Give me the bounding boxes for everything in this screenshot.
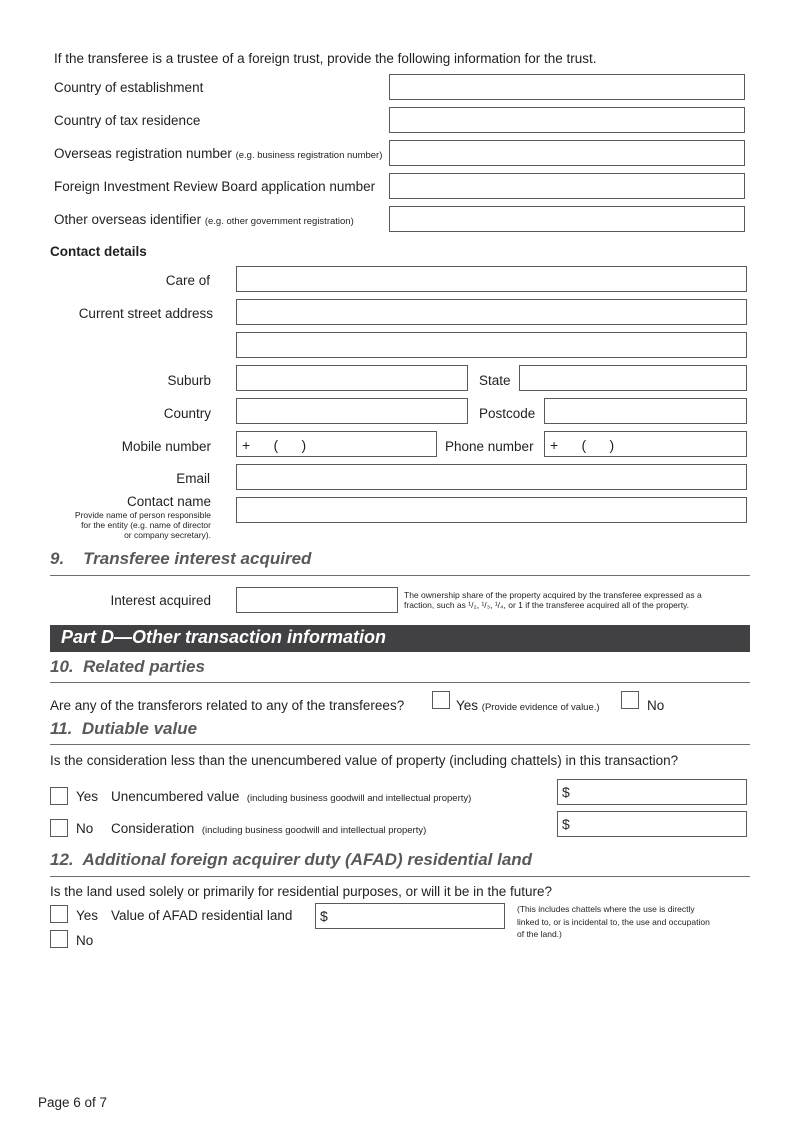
afad-value-field[interactable] xyxy=(315,903,505,929)
suburb-field[interactable] xyxy=(236,365,468,391)
section-10-rule xyxy=(50,682,750,683)
afad-no-label: No xyxy=(76,933,94,948)
intro-text: If the transferee is a trustee of a foreign trust, provide the following information for the trust. xyxy=(54,51,597,66)
dutiable-yes-checkbox[interactable] xyxy=(50,787,68,805)
consideration-field[interactable] xyxy=(557,811,747,837)
consideration-currency: $ xyxy=(562,816,570,832)
overseas-registration-note: (e.g. business registration number) xyxy=(235,150,383,161)
afad-value-label: Value of AFAD residential land xyxy=(111,908,293,923)
phone-number-label: Phone number xyxy=(445,439,534,454)
section-12-rule xyxy=(50,876,750,877)
section-9-heading: 9. Transferee interest acquired xyxy=(50,549,312,568)
afad-yes-checkbox[interactable] xyxy=(50,905,68,923)
unencumbered-currency: $ xyxy=(562,784,570,800)
email-label: Email xyxy=(176,471,210,486)
part-d-title: Part D—Other transaction information xyxy=(61,627,387,647)
country-of-establishment-label: Country of establishment xyxy=(54,80,204,95)
other-overseas-identifier-note: (e.g. other government registration) xyxy=(204,216,354,227)
dutiable-yes-label: Yes xyxy=(76,789,99,804)
phone-number-field[interactable] xyxy=(544,431,747,457)
page-number: Page 6 of 7 xyxy=(38,1095,108,1110)
other-overseas-identifier-field[interactable] xyxy=(389,206,745,232)
firb-application-label: Foreign Investment Review Board application number xyxy=(54,179,376,194)
state-field[interactable] xyxy=(519,365,747,391)
afad-no-checkbox[interactable] xyxy=(50,930,68,948)
afad-currency: $ xyxy=(320,908,328,924)
country-label: Country xyxy=(163,406,211,421)
postcode-field[interactable] xyxy=(544,398,747,424)
interest-acquired-note: The ownership share of the property acquired by the transferee expressed as a fraction, such as ¹/₂, ¹/₃, ¹/₄, or 1 if the transferee acquired all of the property. xyxy=(404,590,702,610)
street-address-field-line2[interactable] xyxy=(236,332,747,358)
residential-land-question: Is the land used solely or primarily for residential purposes, or will it be in the future? xyxy=(50,884,552,899)
part-d-banner xyxy=(50,625,750,652)
contact-name-field[interactable] xyxy=(236,497,747,523)
related-no-label: No xyxy=(647,698,665,713)
contact-name-hint: Provide name of person responsible for the entity (e.g. name of director or company secretary). xyxy=(74,510,211,540)
related-yes-label: Yes (Provide evidence of value.) xyxy=(456,698,600,713)
afad-note: (This includes chattels where the use is directly linked to, or is incidental to, the use and occupation of the land.) xyxy=(517,904,710,939)
contact-details-heading: Contact details xyxy=(50,244,147,259)
country-of-tax-residence-label: Country of tax residence xyxy=(54,113,201,128)
overseas-registration-field[interactable] xyxy=(389,140,745,166)
consideration-label: Consideration (including business goodwill and intellectual property) xyxy=(111,821,427,836)
overseas-registration-label: Overseas registration number (e.g. business registration number) xyxy=(54,146,383,161)
country-of-establishment-field[interactable] xyxy=(389,74,745,100)
street-address-label: Current street address xyxy=(78,306,213,321)
section-11-heading: 11. Dutiable value xyxy=(50,719,198,738)
section-9-rule xyxy=(50,575,750,576)
country-of-tax-residence-field[interactable] xyxy=(389,107,745,133)
mobile-number-field[interactable] xyxy=(236,431,437,457)
email-field[interactable] xyxy=(236,464,747,490)
section-12-heading: 12. Additional foreign acquirer duty (AFAD) residential land xyxy=(50,850,533,869)
dutiable-value-question: Is the consideration less than the unencumbered value of property (including chattels) in this transaction? xyxy=(50,753,679,768)
country-field[interactable] xyxy=(236,398,468,424)
care-of-field[interactable] xyxy=(236,266,747,292)
interest-acquired-label: Interest acquired xyxy=(110,593,211,608)
dutiable-no-label: No xyxy=(76,821,94,836)
section-10-heading: 10. Related parties xyxy=(50,657,205,676)
care-of-label: Care of xyxy=(165,273,210,288)
other-overseas-identifier-label: Other overseas identifier (e.g. other government registration) xyxy=(54,212,354,227)
dutiable-no-checkbox[interactable] xyxy=(50,819,68,837)
related-parties-question: Are any of the transferors related to any of the transferees? xyxy=(50,698,405,713)
related-yes-checkbox[interactable] xyxy=(432,691,450,709)
section-11-rule xyxy=(50,744,750,745)
mobile-number-label: Mobile number xyxy=(121,439,211,454)
mobile-prefix: + ( ) xyxy=(242,437,307,453)
unencumbered-value-field[interactable] xyxy=(557,779,747,805)
contact-name-label: Contact name xyxy=(126,494,211,509)
related-no-checkbox[interactable] xyxy=(621,691,639,709)
state-label: State xyxy=(479,373,511,388)
interest-acquired-field[interactable] xyxy=(236,587,398,613)
afad-yes-label: Yes xyxy=(76,908,99,923)
postcode-label: Postcode xyxy=(479,406,536,421)
phone-prefix: + ( ) xyxy=(550,437,615,453)
unencumbered-value-label: Unencumbered value (including business goodwill and intellectual property) xyxy=(111,789,472,804)
street-address-field-line1[interactable] xyxy=(236,299,747,325)
firb-application-field[interactable] xyxy=(389,173,745,199)
suburb-label: Suburb xyxy=(167,373,211,388)
